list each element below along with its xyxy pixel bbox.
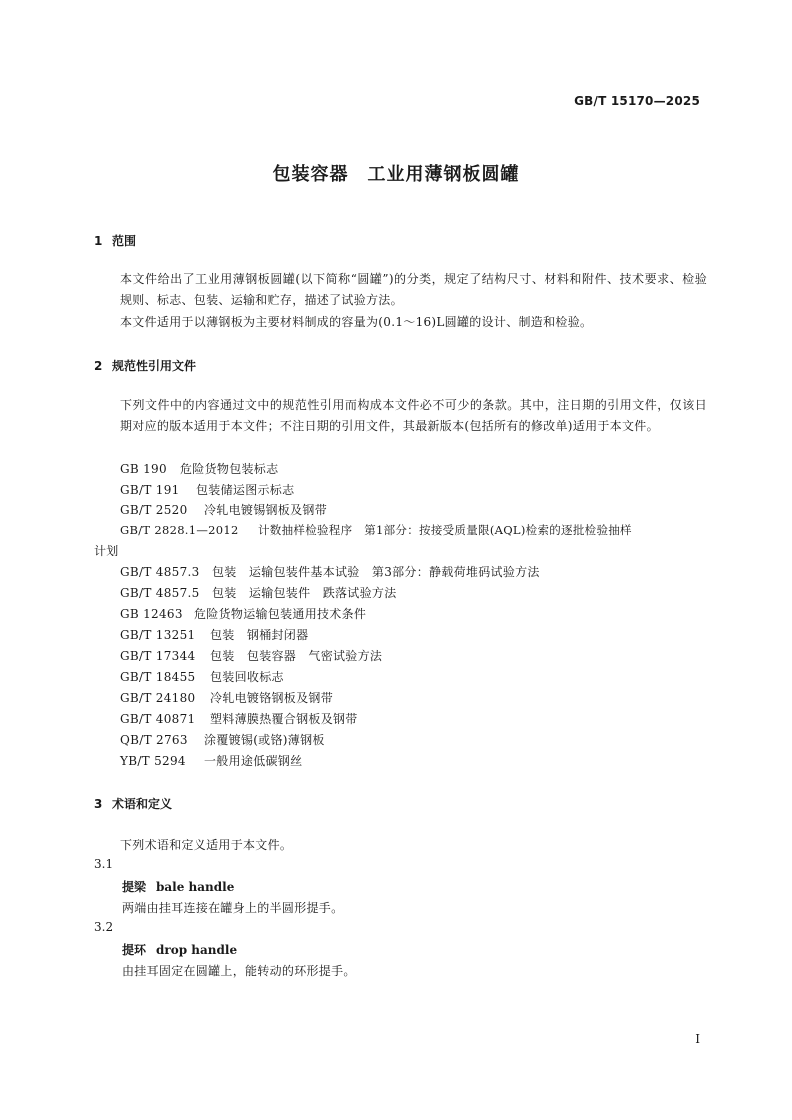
reference-title: 冷轧电镀锡钢板及钢带 (204, 503, 328, 517)
reference-code: GB/T 17344 (120, 649, 196, 663)
reference-item (120, 689, 333, 706)
terms-intro: 下列术语和定义适用于本文件。 (120, 838, 293, 852)
reference-code: GB/T 191 (120, 483, 180, 497)
reference-item (120, 626, 308, 643)
reference-item (120, 522, 632, 538)
section-number: 2 (94, 359, 103, 373)
term-definition: 由挂耳固定在圆罐上，能转动的环形提手。 (122, 964, 356, 978)
reference-item (120, 563, 540, 580)
term-heading (122, 941, 237, 958)
reference-item (120, 668, 284, 685)
reference-code: GB/T 2828.1—2012 (120, 523, 239, 537)
section-2-heading (94, 357, 196, 374)
reference-code: GB 190 (120, 462, 167, 476)
scope-paragraph-2: 本文件适用于以薄钢板为主要材料制成的容量为(0.1～16)L圆罐的设计、制造和检验。 (120, 315, 593, 329)
reference-title: 包装 包装容器 气密试验方法 (210, 649, 383, 663)
reference-title: 危险货物运输包装通用技术条件 (194, 607, 367, 621)
reference-code: GB/T 40871 (120, 712, 196, 726)
reference-item (120, 647, 382, 664)
term-heading (122, 878, 234, 895)
reference-title: 一般用途低碳钢丝 (204, 754, 303, 768)
document-title: 包装容器 工业用薄钢板圆罐 (272, 164, 520, 185)
reference-item (120, 584, 397, 601)
reference-code: GB/T 13251 (120, 628, 196, 642)
reference-title: 包装储运图示标志 (196, 483, 295, 497)
reference-item (120, 710, 358, 727)
reference-title: 计数抽样检验程序 第1部分：按接受质量限(AQL)检索的逐批检验抽样 (258, 523, 632, 537)
section-title: 规范性引用文件 (112, 359, 197, 373)
section-number: 3 (94, 797, 103, 811)
reference-item (120, 481, 294, 498)
reference-code: YB/T 5294 (120, 754, 186, 768)
scope-paragraph-1 (94, 269, 707, 310)
reference-item-continuation: 计划 (94, 544, 119, 558)
section-3-heading (94, 795, 172, 812)
reference-code: GB 12463 (120, 607, 183, 621)
reference-item (120, 731, 325, 748)
reference-title: 涂覆镀锡(或铬)薄钢板 (204, 733, 325, 747)
section-title: 术语和定义 (112, 797, 173, 811)
reference-title: 塑料薄膜热覆合钢板及钢带 (210, 712, 358, 726)
reference-title: 包装 运输包装件基本试验 第3部分：静载荷堆码试验方法 (212, 565, 540, 579)
standard-code: GB/T 15170—2025 (574, 94, 700, 108)
term-english: bale handle (156, 880, 235, 894)
paragraph-text: 下列文件中的内容通过文中的规范性引用而构成本文件必不可少的条款。其中，注日期的引用文件，仅该日期对应的版本适用于本文件；不注日期的引用文件，其最新版本(包括所有的修改单)适用于本文件。 (120, 398, 707, 433)
reference-code: QB/T 2763 (120, 733, 188, 747)
reference-item (120, 460, 278, 477)
reference-title: 包装 钢桶封闭器 (210, 628, 309, 642)
term-chinese: 提梁 (122, 880, 147, 894)
section-title: 范围 (112, 234, 137, 248)
reference-item (120, 752, 302, 769)
reference-item (120, 501, 327, 518)
reference-code: GB/T 4857.5 (120, 586, 200, 600)
references-intro (94, 395, 707, 436)
term-definition: 两端由挂耳连接在罐身上的半圆形提手。 (122, 901, 344, 915)
reference-title: 危险货物包装标志 (180, 462, 279, 476)
page-number: I (695, 1032, 700, 1046)
reference-code: GB/T 2520 (120, 503, 188, 517)
section-1-heading (94, 232, 136, 249)
section-number: 1 (94, 234, 103, 248)
reference-title: 冷轧电镀铬钢板及钢带 (210, 691, 334, 705)
reference-title: 包装回收标志 (210, 670, 284, 684)
term-number: 3.1 (94, 857, 114, 871)
reference-code: GB/T 24180 (120, 691, 196, 705)
reference-title: 包装 运输包装件 跌落试验方法 (212, 586, 397, 600)
term-english: drop handle (156, 943, 238, 957)
term-chinese: 提环 (122, 943, 147, 957)
reference-item (120, 605, 366, 622)
reference-code: GB/T 4857.3 (120, 565, 200, 579)
term-number: 3.2 (94, 920, 114, 934)
reference-code: GB/T 18455 (120, 670, 196, 684)
paragraph-text: 本文件给出了工业用薄钢板圆罐(以下简称“圆罐”)的分类，规定了结构尺寸、材料和附件、技术要求、检验规则、标志、包装、运输和贮存，描述了试验方法。 (120, 272, 707, 307)
